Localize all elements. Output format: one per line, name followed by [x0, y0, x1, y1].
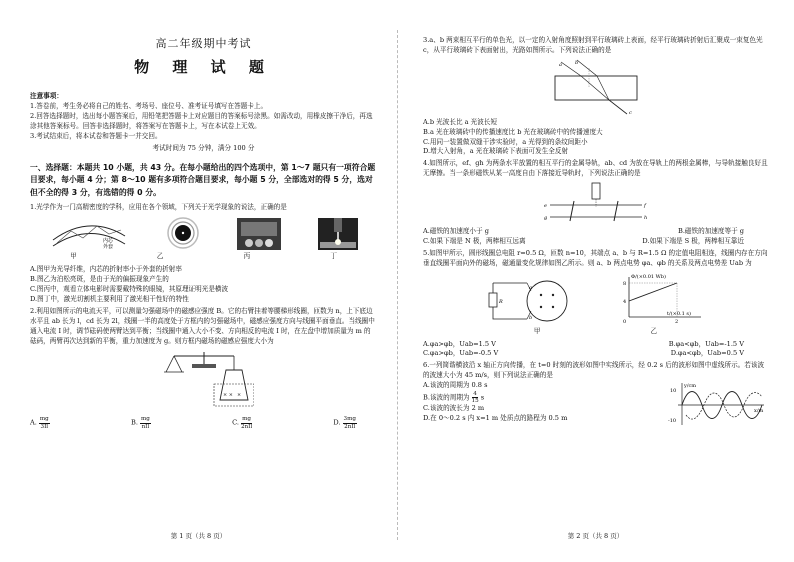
svg-text:×: ×	[236, 392, 241, 399]
q5-option-a: A.φa>φb，Uab=1.5 V	[423, 339, 496, 348]
exam-title: 高二年级期中考试	[155, 37, 252, 50]
svg-text:b: b	[528, 314, 532, 321]
q6-option-d: D.在 0～0.2 s 内 x=1 m 处质点的路程为 0.5 m	[423, 414, 568, 423]
q2-options	[30, 416, 377, 429]
question-4-stem: 4.如图所示，ef、gh 为两条水平放置的相互平行的金属导轨，ab、cd 为放在导轨上的两根金属棒，与导轨接触良好且无摩擦。当一条形磁铁从某一高度自由下落接近导轨时，下列说法正确的是	[423, 159, 768, 178]
svg-text:g: g	[543, 215, 547, 222]
wave-graph-figure	[668, 381, 768, 427]
svg-text:e: e	[543, 203, 547, 210]
q4-option-a: A.磁铁的加速度小于 g	[423, 227, 489, 236]
q3-option-c: C.用同一装置做双缝干涉实验时，a 光得到的条纹间距小	[423, 137, 588, 146]
q4-options-row-1	[423, 227, 768, 237]
question-6-body	[423, 381, 768, 427]
fiber-cladding-label: 外套	[102, 244, 113, 251]
q4-options-row-2	[423, 237, 768, 247]
rails-magnet-figure	[536, 181, 656, 225]
figure-label-yi: 乙	[650, 326, 658, 335]
q2-option-c: C. $\frac{mg}{\text{2nIl}}$	[232, 416, 253, 430]
svg-text:8: 8	[622, 280, 626, 287]
q1-option-d: D.图丁中，激光切割机主要利用了激光相干性好的特性	[30, 295, 189, 304]
figure-label-jia: 甲	[533, 326, 541, 335]
q1-option-a: A.图甲为光导纤维，内芯的折射率小于外套的折射率	[30, 265, 182, 274]
flux-axis-label: Φ/(×0.01 Wb)	[630, 273, 666, 280]
figure-label-ding: 丁	[330, 252, 337, 261]
q2-option-b: B. $\frac{mg}{\text{nIl}}$	[130, 416, 150, 430]
q2-option-a: A. $\frac{mg}{3Il}$	[30, 416, 49, 430]
svg-text:0: 0	[622, 318, 626, 325]
time-axis-label: t/(×0.1 s)	[666, 310, 691, 317]
svg-text:b: b	[574, 59, 578, 66]
q1-option-c: C.图丙中，观看立体电影时需要戴特殊的眼镜，其原理证明光是横波	[30, 285, 229, 294]
q5-option-d: D.φa<φb，Uab=0.5 V	[670, 349, 744, 358]
q6-option-b: B.该波的周期为 $\frac{4}{15}$ s	[423, 391, 485, 405]
laser-cutting-figure	[318, 218, 358, 250]
svg-text:h: h	[643, 215, 647, 222]
q6-option-c: C.该波的波长为 2 m	[423, 404, 485, 413]
notice-heading: 注意事项：	[30, 92, 63, 100]
poisson-spot-figure	[166, 216, 200, 250]
exam-time: 考试时间为 75 分钟，满分 100 分	[152, 144, 255, 153]
question-6-stem: 6.一列简谐横波沿 x 轴正方向传播，在 t=0 时刻的波形如图中实线所示，经 0.2 s 后的波形如图中虚线所示。若该波的波速大小为 45 m/s，则下列说法正确的是	[423, 361, 765, 380]
notice-3: 3.考试结束后，将本试卷和答题卡一并交回。	[30, 131, 162, 140]
coil-circuit-figure	[487, 277, 573, 325]
q3-option-a: A.b 光波长比 a 光波长短	[423, 117, 498, 126]
q4-option-b: B.磁铁的加速度等于 g	[677, 227, 744, 236]
optical-fiber-figure	[49, 216, 129, 250]
svg-text:c: c	[628, 109, 632, 116]
q6-option-a: A.该波的周期为 0.8 s	[423, 381, 488, 390]
q4-option-c: C.如果下端是 N 极，两棒相互远离	[423, 237, 526, 246]
question-1-stem: 1.光学作为一门高精密度的学科，应用在各个领域，下列关于光学现象的说法，正确的是	[30, 202, 287, 211]
question-5-figures	[423, 273, 768, 325]
page-2	[397, 0, 794, 562]
svg-text:4: 4	[622, 298, 626, 305]
question-1-figure-labels	[30, 252, 377, 262]
q4-option-d: D.如果下端是 S 极，两棒相互靠近	[642, 237, 744, 246]
wave-x-axis-label: x/m	[754, 408, 764, 415]
figure-label-yi: 乙	[156, 252, 164, 261]
svg-text:a: a	[528, 284, 532, 291]
flux-graph-figure	[619, 273, 705, 325]
svg-text:R: R	[498, 298, 503, 305]
q5-option-b: B.φa<φb，Uab=-1.5 V	[668, 339, 744, 348]
current-balance-figure	[154, 348, 254, 410]
wave-y-axis-label: y/cm	[684, 383, 697, 390]
q6-options	[423, 381, 567, 427]
q1-option-b: B.图乙为泊松亮斑，是由于光的偏振现象产生的	[30, 275, 169, 284]
svg-text:a: a	[558, 61, 562, 68]
section-1-heading: 一、选择题：本题共 10 小题，共 43 分。在每小题给出的四个选项中，第 1～7 题只有一项符合题目要求，每小题 4 分；第 8～10 题有多项符合题目要求，每小题 5 分，全部选对的得 5 分，选对但不全的得 3 分，有选错的得 0 分。	[30, 163, 376, 197]
wave-amplitude-bottom: -10	[668, 418, 677, 425]
svg-text:2: 2	[674, 318, 678, 325]
exam-subject: 物 理 试 题	[134, 57, 273, 76]
question-5-figure-labels	[423, 327, 768, 337]
wave-amplitude-top: 10	[670, 388, 677, 395]
q5-options-row-2	[423, 349, 768, 359]
page-1-footer: 第 1 页（共 8 页）	[170, 532, 227, 541]
question-5-stem: 5.如图甲所示，圆形线圈总电阻 r=0.5 Ω，匝数 n=10，其端点 a、b 与 R=1.5 Ω 的定值电阻相连，线圈内存在方向垂直线圈平面向外的磁场，磁通量变化规律如图乙所示。则 a、b 两点电势 φa、φb 的关系及两点电势差 Uab 为	[423, 248, 768, 267]
q3-option-d: D.增大入射角，a 光在玻璃砖下表面可发生全反射	[423, 147, 569, 156]
q3-option-b: B.a 光在玻璃砖中的传播速度比 b 光在玻璃砖中的传播速度大	[423, 127, 603, 136]
question-3-stem: 3.a、b 两束相互平行的单色光，以一定的入射角度照射到平行玻璃砖上表面，经平行玻璃砖折射后汇聚成一束复色光 c，从平行玻璃砖下表面射出，光路如图所示。下列说法正确的是	[423, 36, 763, 54]
question-1-figures	[30, 216, 377, 250]
figure-label-bing: 丙	[243, 252, 251, 261]
svg-text:× ×: × ×	[222, 392, 233, 399]
q2-option-d: D. $\frac{3mg}{\text{2nIl}}$	[333, 416, 356, 430]
q5-option-c: C.φa>φb，Uab=-0.5 V	[423, 349, 499, 358]
notice-1: 1.答卷前，考生务必将自己的姓名、考场号、座位号、准考证号填写在答题卡上。	[30, 101, 268, 110]
3d-movie-figure	[237, 218, 281, 250]
q5-options-row-1	[423, 340, 768, 350]
figure-label-jia: 甲	[70, 252, 77, 261]
fiber-core-label: 内芯	[102, 238, 113, 245]
question-2-stem: 2.利用如图所示的电流天平，可以测量匀强磁场中的磁感应强度 B。它的右臂挂着等腰梯形线圈，匝数为 n，上下底边水平且 ab 长为 l，cd 长为 2l，线圈一半的高度处于方框内的匀强磁场中，磁感应强度方向与线圈平面垂直。当线圈中通入电流 I 时，调节砝码使两臂达到平衡；当线圈中通入大小不变、方向相反的电流 I 时，在左盘中增加质量为 m 的砝码，两臂再次达到新的平衡，重力加速度为 g。则方框内磁场的磁感应强度大小为	[30, 306, 375, 345]
svg-text:f: f	[643, 203, 646, 210]
notice-2: 2.回答选择题时，选出每小题答案后，用铅笔把答题卡上对应题目的答案标号涂黑。如需改动，用橡皮擦干净后，再选涂其他答案标号。回答非选择题时，将答案写在答题卡上，写在本试卷上无效。	[30, 111, 373, 130]
glass-slab-figure	[541, 58, 651, 116]
page-2-footer: 第 2 页（共 8 页）	[567, 532, 624, 541]
